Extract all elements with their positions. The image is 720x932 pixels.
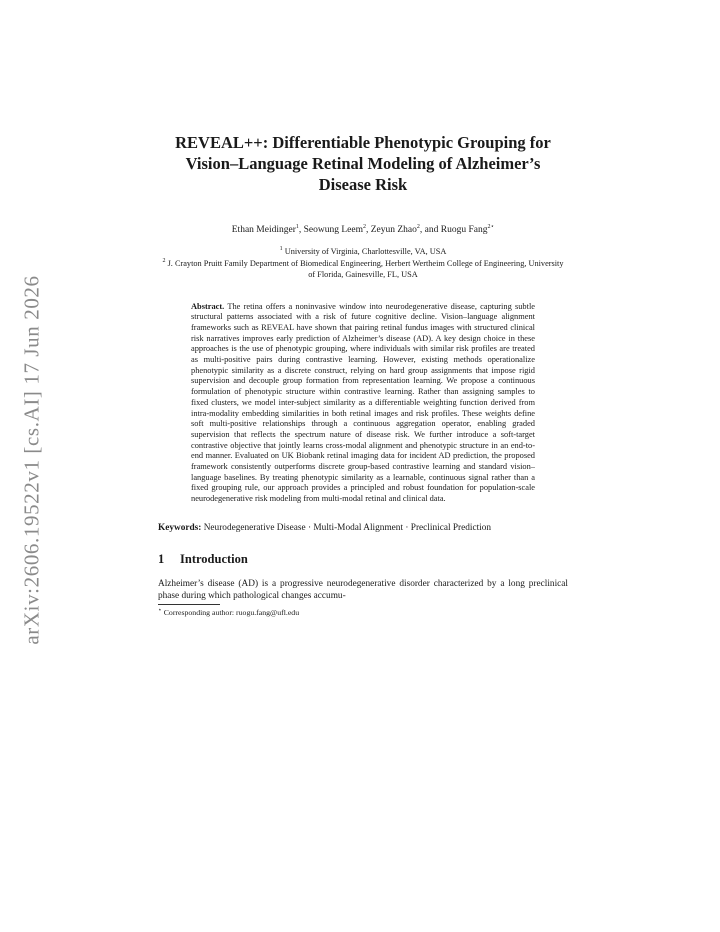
author: Ethan Meidinger$^1$, <box>231 223 304 235</box>
abstract <box>191 302 535 505</box>
section-title: Introduction <box>180 551 248 566</box>
keywords-text: Neurodegenerative Disease · Multi-Modal Alignment · Preclinical Prediction <box>203 522 492 533</box>
intro-paragraph: Alzheimer’s disease (AD) is a progressive neurodegenerative disorder characterized by a long preclinical phase during which pathological changes accumu- <box>158 578 568 601</box>
affiliation: $^2$ J. Crayton Pruitt Family Department of Biomedical Engineering, Herbert Wertheim College of Engineering, University of Florida, Gainesville, FL, USA <box>162 257 564 279</box>
paper-title: REVEAL++: Differentiable Phenotypic Grouping for Vision–Language Retinal Modeling of Alzheimer’s Disease Risk <box>175 133 551 194</box>
affiliation: $^1$ University of Virginia, Charlottesville, VA, USA <box>279 246 447 256</box>
author: Ruogu Fang$^{2⋆}$ <box>440 223 495 235</box>
section-number: 1 <box>158 551 165 566</box>
author-list <box>158 225 568 235</box>
abstract-text: The retina offers a noninvasive window into neurodegenerative disease, capturing subtle structural patterns associated with a risk of future cognitive decline. Vision–language alignment frameworks such as REVEAL have shown that pairing retinal fundus images with structured clinical risk narratives improves early prediction of Alzheimer’s disease (AD). A key design choice in these approaches is the use of phenotypic grouping, where individuals with similar risk profiles are treated as multi-positive pairs during contrastive learning. However, existing methods operationalize phenotypic similarity as a discrete construct, relying on hard group assignments that impose rigid supervision and decouple group formation from representation learning. We propose a continuous formulation of phenotypic structure within contrastive learning. Rather than assigning samples to fixed clusters, we model inter-subject similarity as a differentiable weighting function derived from intra-modality embedding similarities in both retinal images and risk profiles. These weights define soft multi-positive relationships through a continuous aggregation operator, enabling graded supervision that reflects the spectrum nature of disease risk. We further introduce a soft-target contrastive objective that jointly learns cross-modal alignment and phenotypic structure in an end-to-end manner. Evaluated on UK Biobank retinal imaging data for incident AD prediction, the proposed framework consistently outperforms discrete group-based contrastive learning and standard vision–language baselines. By treating phenotypic similarity as a learnable, continuous signal rather than a fixed grouping rule, our approach provides a principled and robust foundation for population-scale neurodegenerative risk modeling from multi-modal retinal and clinical data. <box>191 301 535 504</box>
footnote-rule <box>158 604 220 605</box>
keywords <box>158 522 568 534</box>
author: Seowung Leem$^2$, <box>303 223 371 235</box>
keywords-label: Keywords: <box>158 522 202 533</box>
footnote: ⋆ Corresponding author: ruogu.fang@ufl.edu <box>158 607 300 617</box>
section-heading <box>158 552 568 567</box>
abstract-label: Abstract. <box>191 301 225 311</box>
paper-first-page <box>158 132 568 617</box>
affiliations <box>158 246 568 281</box>
arxiv-identifier-stamp: arXiv:2606.19522v1 [cs.AI] 17 Jun 2026 <box>19 275 44 645</box>
author: Zeyun Zhao$^2$, and <box>370 223 441 235</box>
